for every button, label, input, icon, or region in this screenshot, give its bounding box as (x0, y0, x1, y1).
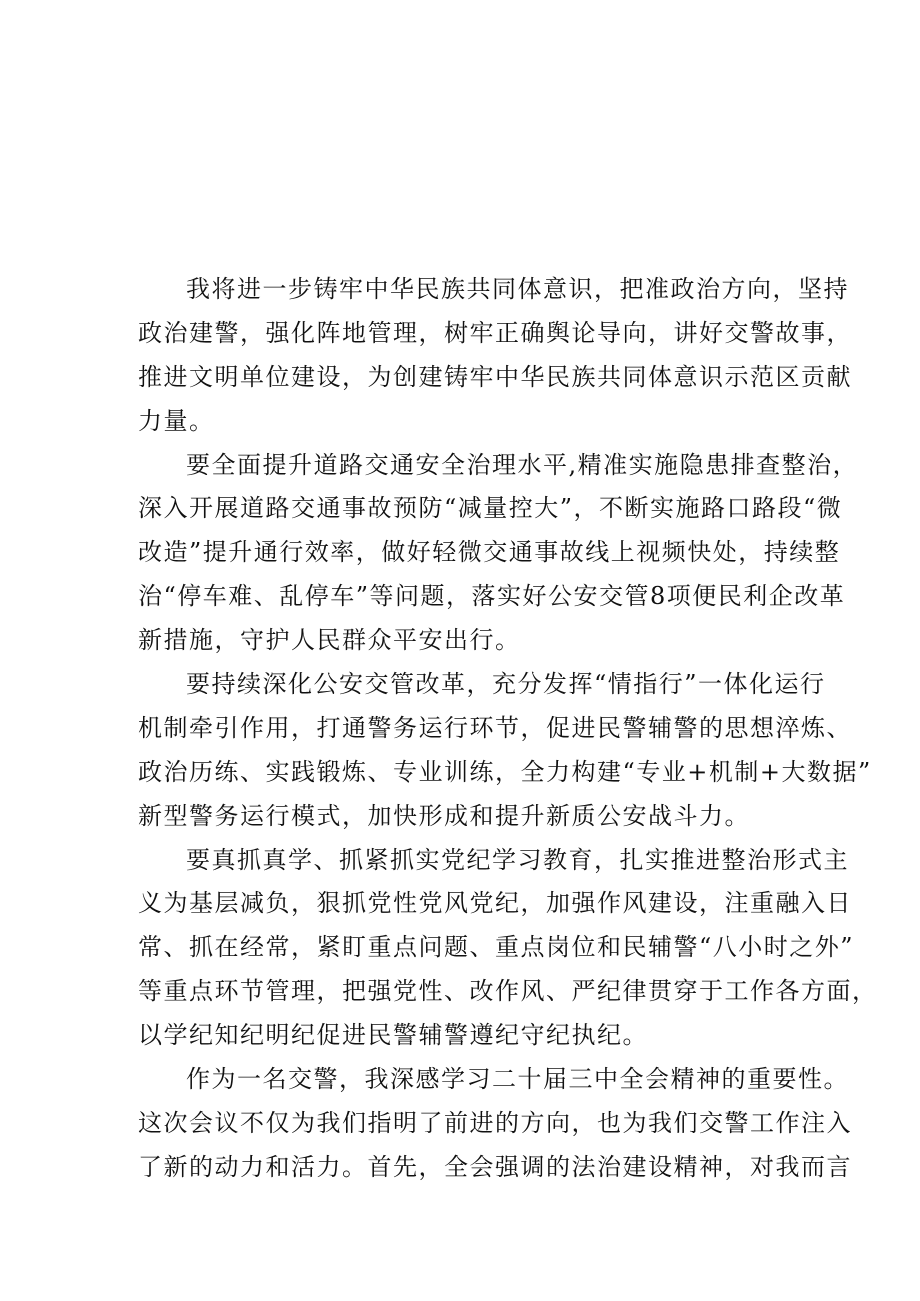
text-line: 作为一名交警，我深感学习二十届三中全会精神的重要性。 (186, 1065, 849, 1094)
paragraph-3 (138, 663, 872, 839)
text-line: 要持续深化公安交管改革，充分发挥“情指行”一体化运行 (186, 670, 826, 699)
text-line: 深入开展道路交通事故预防“减量控大”，不断实施路口路段“微 (138, 494, 843, 523)
text-line: 政治历练、实践锻炼、专业训练，全力构建“专业+机制+大数据” (138, 757, 872, 786)
text-line: 政治建警，强化阵地管理，树牢正确舆论导向，讲好交警故事， (138, 318, 852, 347)
paragraph-2 (138, 444, 859, 663)
text-line: 要全面提升道路交通安全治理水平,精准实施隐患排查整治， (186, 450, 859, 479)
text-line: 改造”提升通行效率，做好轻微交通事故线上视频快处，持续整 (138, 538, 841, 567)
text-line: 我将进一步铸牢中华民族共同体意识，把准政治方向，坚持 (186, 275, 849, 303)
text-line: 义为基层减负，狠抓党性党风党纪，加强作风建设，注重融入日 (138, 889, 852, 918)
paragraph-4 (138, 839, 878, 1058)
document-body (138, 268, 878, 1190)
text-line: 这次会议不仅为我们指明了前进的方向，也为我们交警工作注入 (138, 1108, 852, 1137)
text-line: 常、抓在经常，紧盯重点问题、重点岗位和民辅警“八小时之外” (138, 933, 855, 962)
text-line: 机制牵引作用，打通警务运行环节，促进民警辅警的思想淬炼、 (138, 713, 852, 742)
text-line: 力量。 (138, 406, 215, 435)
text-line: 以学纪知纪明纪促进民警辅警遵纪守纪执纪。 (138, 1021, 648, 1050)
text-line: 治“停车难、乱停车”等问题，落实好公安交管8项便民利企改革 (138, 582, 846, 611)
text-line: 了新的动力和活力。首先，全会强调的法治建设精神，对我而言 (138, 1152, 852, 1181)
text-line: 新型警务运行模式，加快形成和提升新质公安战斗力。 (138, 801, 750, 830)
text-line: 等重点环节管理，把强党性、改作风、严纪律贯穿于工作各方面， (138, 977, 878, 1006)
text-line: 新措施，守护人民群众平安出行。 (138, 626, 521, 655)
paragraph-1 (138, 268, 852, 444)
text-line: 要真抓真学、抓紧抓实党纪学习教育，扎实推进整治形式主 (186, 845, 849, 874)
paragraph-5 (138, 1058, 852, 1190)
text-line: 推进文明单位建设，为创建铸牢中华民族共同体意识示范区贡献 (138, 362, 852, 391)
